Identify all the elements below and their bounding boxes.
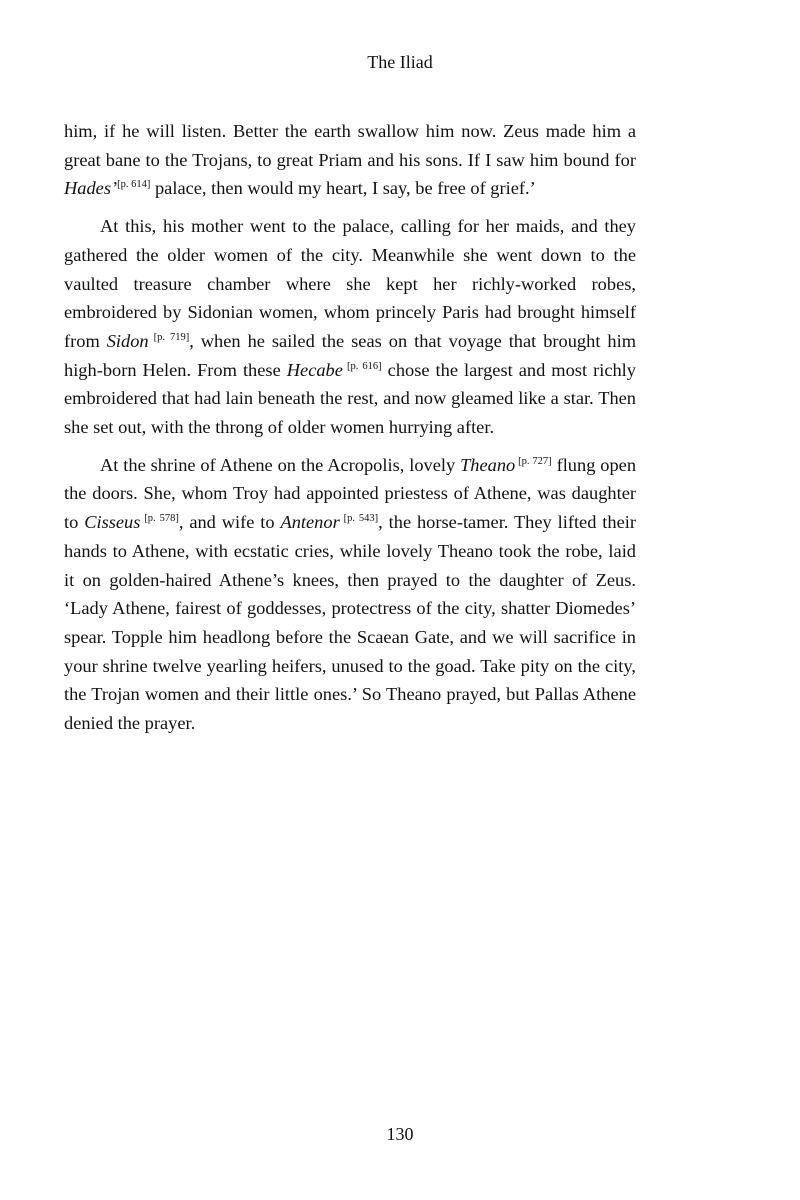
body-text	[64, 117, 636, 747]
text-segment: him, if he will listen. Better the earth swallow him now. Zeus made him a great bane to the Trojans, to great Priam and his sons. If I saw him bound for	[64, 121, 636, 170]
text-segment: , when he sailed the seas on that voyage that brought him high-born Helen. From these	[64, 330, 636, 380]
text-segment: At this, his mother went to the palace, calling for her maids, and they gathered the older women of the city. Meanwhile she went down to the vaulted treasure chamber where she kept her richly-worked robes, embroidered by Sidonian women, whom princely Paris had brought himself from	[64, 216, 636, 351]
proper-name-cisseus: Cisseus	[84, 512, 141, 533]
text-segment: At the shrine of Athene on the Acropolis, lovely	[100, 454, 461, 475]
page-reference: [p. 616]	[342, 360, 382, 372]
page-number: 130	[386, 1124, 414, 1144]
page-reference: [p. 614]	[117, 179, 151, 191]
page-reference: [p. 543]	[339, 513, 379, 525]
text-segment: , the horse-tamer. They lifted their hands to Athene, with ecstatic cries, while lovely Theano took the robe, laid it on golden-haired Athene’s knees, then prayed to the daughter of Zeus. ‘Lady Athene, fairest of goddesses, protectress of the city, shatter Diomedes’ spear. Topple him headlong before the Scaean Gate, and we will sacrifice in your shrine twelve yearling heifers, unused to the goad. Take pity on the city, the Trojan women and their little ones.’ So Theano prayed, but Pallas Athene denied the prayer.	[64, 512, 636, 734]
proper-name-sidon: Sidon	[106, 330, 149, 351]
page-reference: [p. 578]	[140, 513, 179, 525]
paragraph-3	[64, 451, 636, 738]
proper-name-antenor: Antenor	[280, 512, 340, 533]
text-segment: , and wife to	[178, 512, 281, 533]
proper-name-hades: Hades’	[64, 178, 118, 199]
page-reference: [p. 719]	[148, 331, 190, 343]
paragraph-1	[64, 117, 636, 203]
text-segment: flung open the doors. She, whom Troy had appointed priestess of Athene, was daughter to	[64, 454, 637, 533]
proper-name-hecabe: Hecabe	[286, 359, 343, 380]
proper-name-theano: Theano	[460, 454, 516, 475]
text-segment: palace, then would my heart, I say, be free of grief.’	[150, 178, 536, 199]
running-title: The Iliad	[367, 52, 433, 72]
text-segment: chose the largest and most richly embroidered that had lain beneath the rest, and now gleamed like a star. Then she set out, with the throng of older women hurrying after.	[64, 359, 636, 438]
paragraph-2	[64, 212, 636, 442]
page-reference: [p. 727]	[515, 455, 552, 467]
